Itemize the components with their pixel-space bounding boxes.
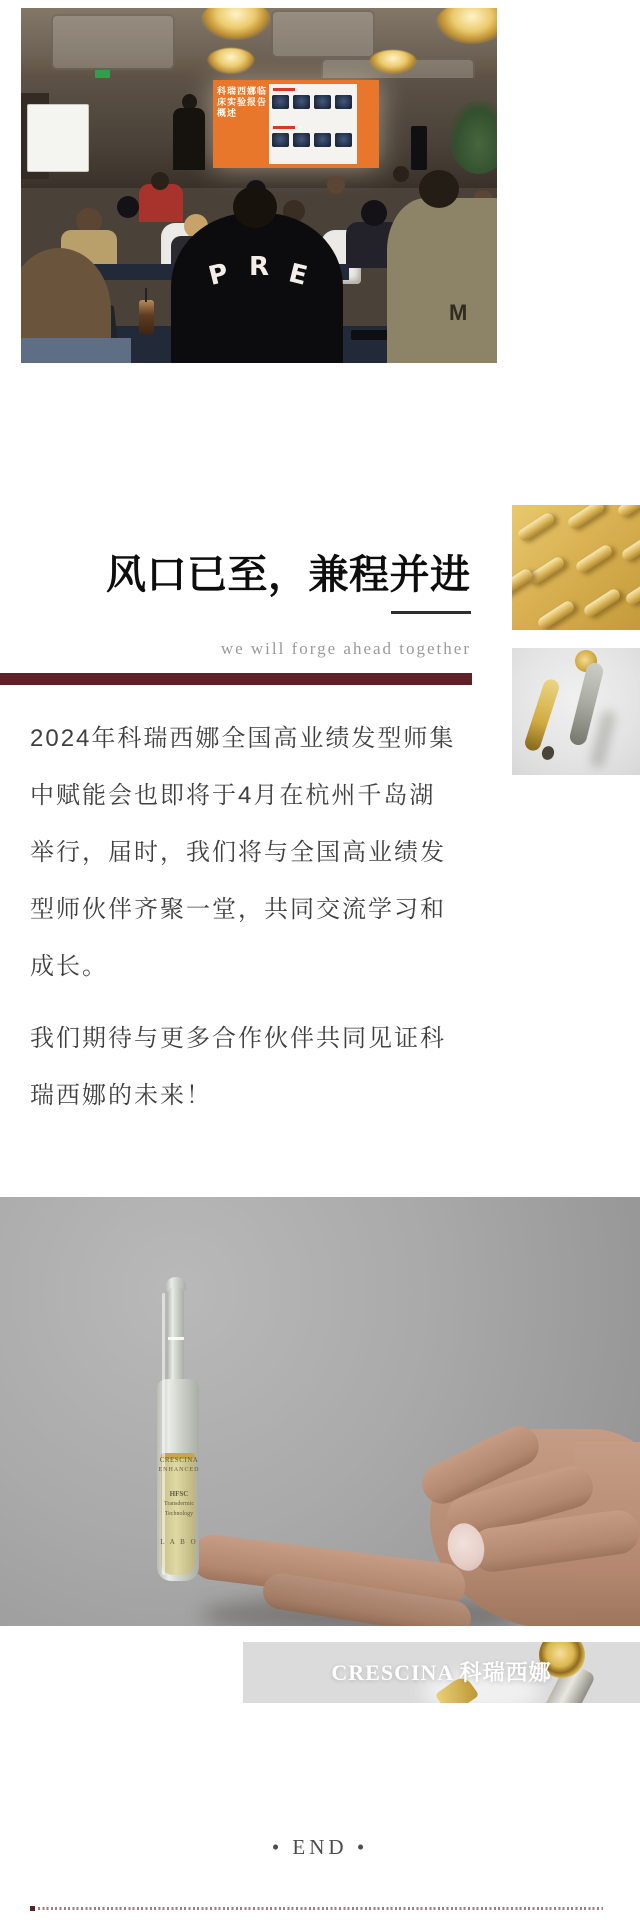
divider-lead-dot [30, 1906, 35, 1911]
ceiling-coffer [271, 10, 375, 58]
scalp-image [293, 133, 310, 147]
divider-dots [38, 1907, 603, 1910]
audience-head [151, 172, 169, 190]
black-jacket-person [171, 213, 343, 363]
exit-sign [95, 70, 110, 78]
slide-red-label [273, 126, 295, 129]
ampoule-shape [624, 575, 640, 607]
slide-content [269, 84, 357, 164]
paragraph-line: 瑞西娜的未来！ [30, 1082, 212, 1109]
jacket-letter-e: E [285, 258, 311, 292]
slide-title: 科瑞西娜临床实验报告概述 [217, 86, 268, 118]
conference-photo [21, 8, 497, 363]
caption-text: CRESCINA 科瑞西娜 [331, 1660, 552, 1685]
flipchart [27, 104, 89, 172]
accent-bar [0, 673, 472, 685]
scalp-image [272, 133, 289, 147]
vial-stem [168, 1287, 184, 1383]
vial-line: Transdermic [163, 1501, 195, 1507]
paragraph-line: 举行，届时，我们将与全国高业绩发 [30, 839, 446, 866]
presentation-screen [213, 80, 379, 168]
scalp-image [335, 95, 352, 109]
gold-ampoules-thumb [512, 505, 640, 630]
ampoule-shape [516, 511, 556, 543]
footer-dotted-divider [30, 1906, 604, 1911]
paragraph-line: 型师伙伴齐聚一堂，共同交流学习和 [30, 896, 446, 923]
section-subtitle-en: we will forge ahead together [220, 639, 471, 658]
ampoule-shape [536, 599, 576, 630]
jacket-letter-r: R [249, 252, 270, 282]
ampoule-hand-photo [0, 1197, 640, 1626]
ampoule-tip [540, 744, 556, 761]
ampoule-shape [574, 543, 614, 575]
section-title: 风口已至，兼程并进 [106, 553, 471, 597]
khaki-shirt-person [387, 198, 497, 363]
scalp-image [314, 133, 331, 147]
straw [145, 288, 147, 302]
gold-ampoule [523, 677, 561, 752]
chandelier [207, 48, 255, 74]
ceiling-coffer [51, 14, 175, 70]
paragraph-2 [30, 1010, 470, 1124]
title-underline [391, 611, 471, 614]
end-marker: • END • [271, 1835, 369, 1859]
khaki-shirt-head [419, 170, 459, 208]
foreground-person-denim [21, 338, 131, 363]
vial-line: Technology [164, 1511, 194, 1517]
audience-head [361, 200, 387, 226]
paragraph-line: 我们期待与更多合作伙伴共同见证科 [30, 1025, 446, 1052]
ampoule-shape [526, 555, 566, 587]
vial-brand: CRESCINA [159, 1456, 199, 1464]
iced-coffee [139, 300, 154, 334]
vial-line: ENHANCED [158, 1467, 200, 1473]
vial-break-ring [168, 1337, 184, 1340]
paragraph-line: 2024年科瑞西娜全国高业绩发型师集 [30, 725, 456, 752]
paragraph-line: 成长。 [30, 953, 108, 980]
caption-bar [243, 1642, 640, 1703]
ampoule-shape [616, 505, 640, 519]
chandelier [369, 50, 417, 74]
shirt-logo-m: M [449, 300, 468, 325]
paragraph-1 [30, 710, 470, 995]
ampoule-shape [582, 587, 622, 619]
ampoule-shape [566, 505, 606, 531]
vial-label [157, 1455, 201, 1547]
slide-red-label [273, 88, 295, 91]
audience-head [393, 166, 409, 182]
vial-line: L A B O [160, 1538, 198, 1546]
ampoule-shape [620, 531, 640, 563]
paragraph-line: 中赋能会也即将于4月在杭州千岛湖 [30, 782, 436, 809]
vial-line: HFSC [169, 1490, 189, 1498]
audience-head [117, 196, 139, 218]
two-ampoules-thumb [512, 648, 640, 775]
scalp-image [293, 95, 310, 109]
speaker-box [411, 126, 427, 170]
ampoule-shadow [589, 709, 617, 769]
scalp-image [272, 95, 289, 109]
black-jacket-head [233, 186, 277, 228]
audience-head [327, 176, 345, 194]
presenter [173, 108, 205, 170]
jacket-letter-p: P [205, 258, 232, 292]
scalp-image [335, 133, 352, 147]
scalp-image [314, 95, 331, 109]
